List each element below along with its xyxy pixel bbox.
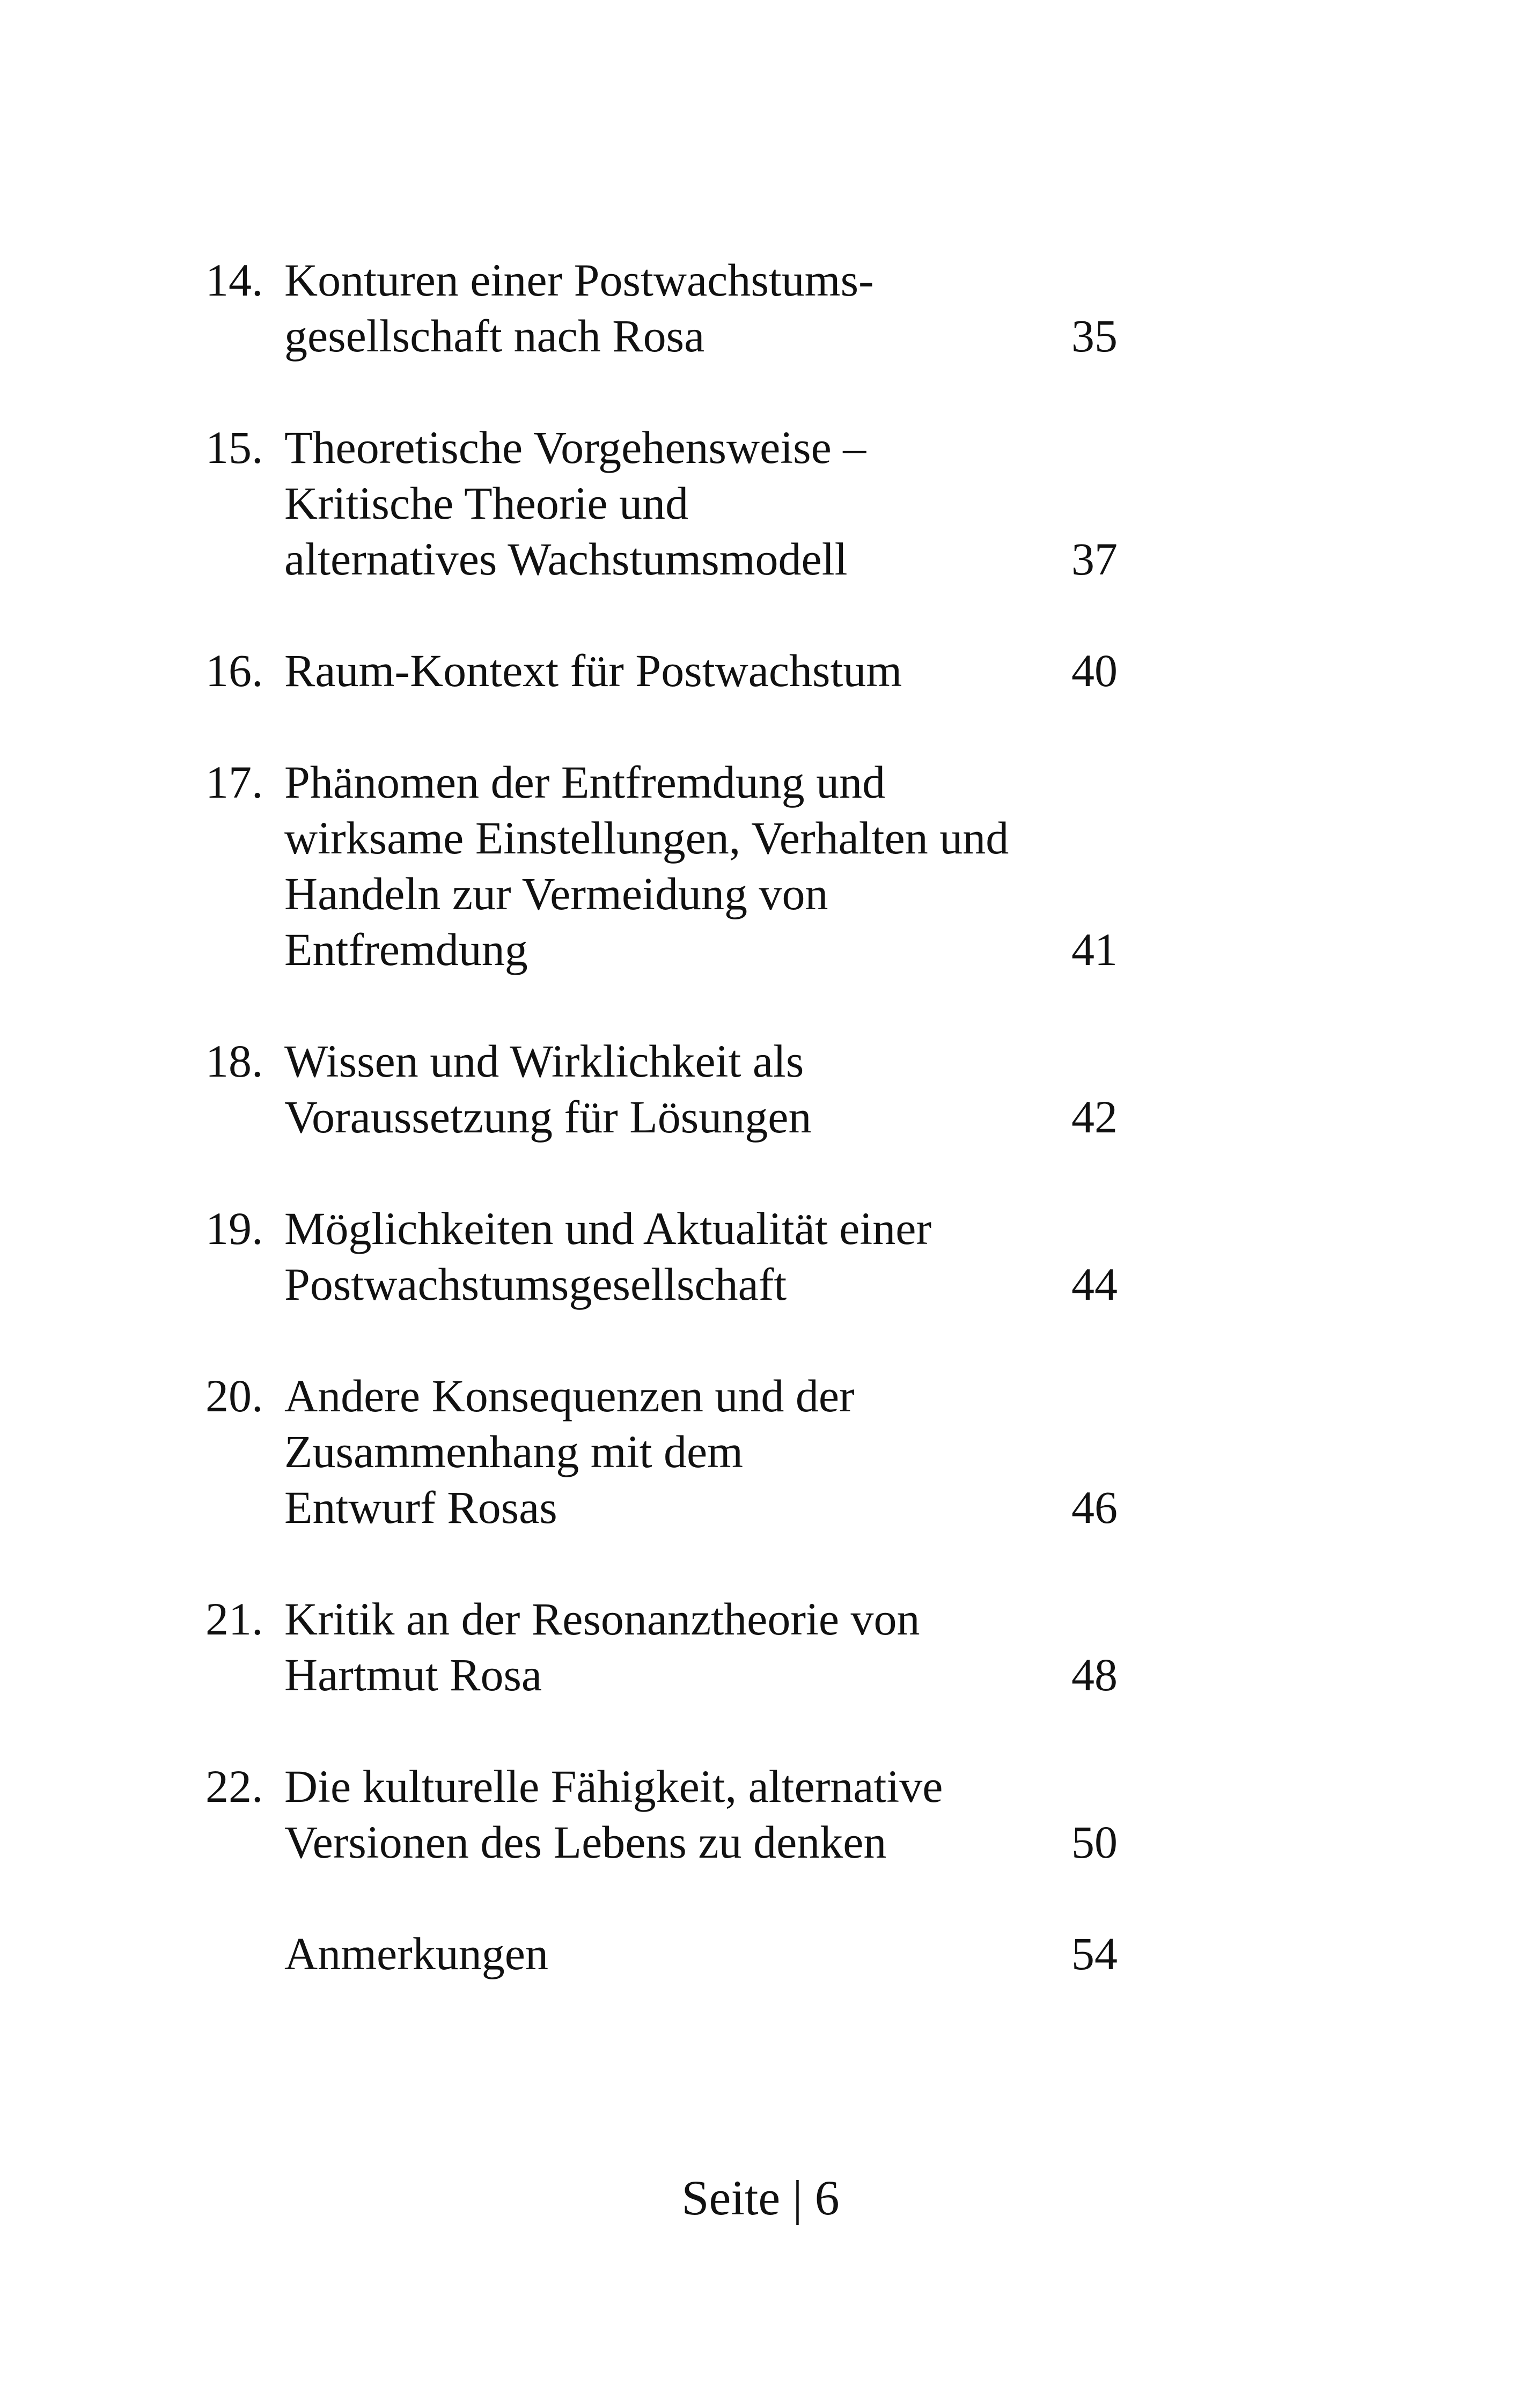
toc-entry-16 (205, 643, 1118, 698)
toc-entry-title-line: Anmerkungen (284, 1928, 548, 1979)
toc-entry-number: 19. (205, 1203, 263, 1254)
toc-entry-number: 15. (205, 422, 263, 473)
toc-entry-title-line: Kritische Theorie und (284, 477, 689, 529)
toc-entry-15 (205, 419, 1118, 587)
toc-entry-anmerkungen (205, 1926, 1118, 1982)
toc-entry-page-number: 35 (1071, 310, 1118, 362)
toc-entry-14 (205, 252, 1118, 364)
toc-entry-title-line: Entwurf Rosas (284, 1482, 557, 1533)
toc-entry-title-line: wirksame Einstellungen, Verhalten und (284, 812, 1009, 864)
toc-entry-title-line: Kritik an der Resonanztheorie von (284, 1593, 920, 1645)
toc-entry-title-line: Versionen des Lebens zu denken (284, 1816, 887, 1868)
toc-entry-title (284, 1033, 955, 1145)
toc-entry-title-line: Zusammenhang mit dem (284, 1426, 744, 1477)
toc-entry-19 (205, 1201, 1118, 1312)
toc-entry-number: 21. (205, 1593, 263, 1645)
toc-entry-title-line: Handeln zur Vermeidung von (284, 868, 828, 919)
toc-entry-page-number: 50 (1071, 1816, 1118, 1868)
table-of-contents (205, 252, 1118, 2037)
toc-entry-title-line: Wissen und Wirklichkeit als (284, 1035, 804, 1087)
toc-entry-page-number: 40 (1071, 645, 1118, 696)
toc-entry-page-number: 48 (1071, 1649, 1118, 1700)
toc-entry-number: 17. (205, 756, 263, 808)
toc-entry-title (284, 252, 955, 364)
page-footer-label: Seite | 6 (681, 2170, 840, 2225)
toc-entry-page-number: 41 (1071, 924, 1118, 975)
toc-entry-title-line: Theoretische Vorgehensweise – (284, 422, 866, 473)
toc-entry-title (284, 1591, 955, 1703)
toc-entry-17 (205, 754, 1118, 977)
toc-entry-title-line: Konturen einer Postwachstums- (284, 254, 874, 306)
toc-entry-title (284, 754, 1009, 977)
toc-entry-page-number: 54 (1071, 1928, 1118, 1979)
toc-entry-title-line: Phänomen der Entfremdung und (284, 756, 886, 808)
toc-entry-title-line: Postwachstumsgesellschaft (284, 1258, 787, 1310)
toc-entry-number: 20. (205, 1370, 263, 1422)
toc-entry-page-number: 42 (1071, 1091, 1118, 1143)
toc-entry-page-number: 37 (1071, 533, 1118, 585)
toc-entry-18 (205, 1033, 1118, 1145)
toc-entry-title (284, 1926, 955, 1982)
toc-entry-number: 16. (205, 645, 263, 696)
toc-entry-title-line: Hartmut Rosa (284, 1649, 542, 1700)
toc-entry-title (284, 1201, 955, 1312)
toc-entry-title-line: alternatives Wachstumsmodell (284, 533, 848, 585)
toc-entry-22 (205, 1758, 1118, 1870)
toc-entry-number: 18. (205, 1035, 263, 1087)
toc-entry-21 (205, 1591, 1118, 1703)
toc-entry-title (284, 643, 955, 698)
toc-entry-title-line: Raum-Kontext für Postwachstum (284, 645, 902, 696)
toc-entry-page-number: 44 (1071, 1258, 1118, 1310)
toc-entry-title-line: gesellschaft nach Rosa (284, 310, 705, 362)
toc-entry-title (284, 419, 955, 587)
toc-entry-page-number: 46 (1071, 1482, 1118, 1533)
toc-entry-number: 14. (205, 254, 263, 306)
toc-entry-title-line: Die kulturelle Fähigkeit, alternative (284, 1761, 943, 1812)
toc-entry-number: 22. (205, 1761, 263, 1812)
toc-entry-title (284, 1368, 955, 1535)
toc-entry-title-line: Möglichkeiten und Aktualität einer (284, 1203, 932, 1254)
toc-entry-title-line: Voraussetzung für Lösungen (284, 1091, 812, 1143)
toc-entry-title (284, 1758, 955, 1870)
toc-entry-title-line: Andere Konsequenzen und der (284, 1370, 855, 1422)
toc-entry-title-line: Entfremdung (284, 924, 528, 975)
toc-entry-20 (205, 1368, 1118, 1535)
